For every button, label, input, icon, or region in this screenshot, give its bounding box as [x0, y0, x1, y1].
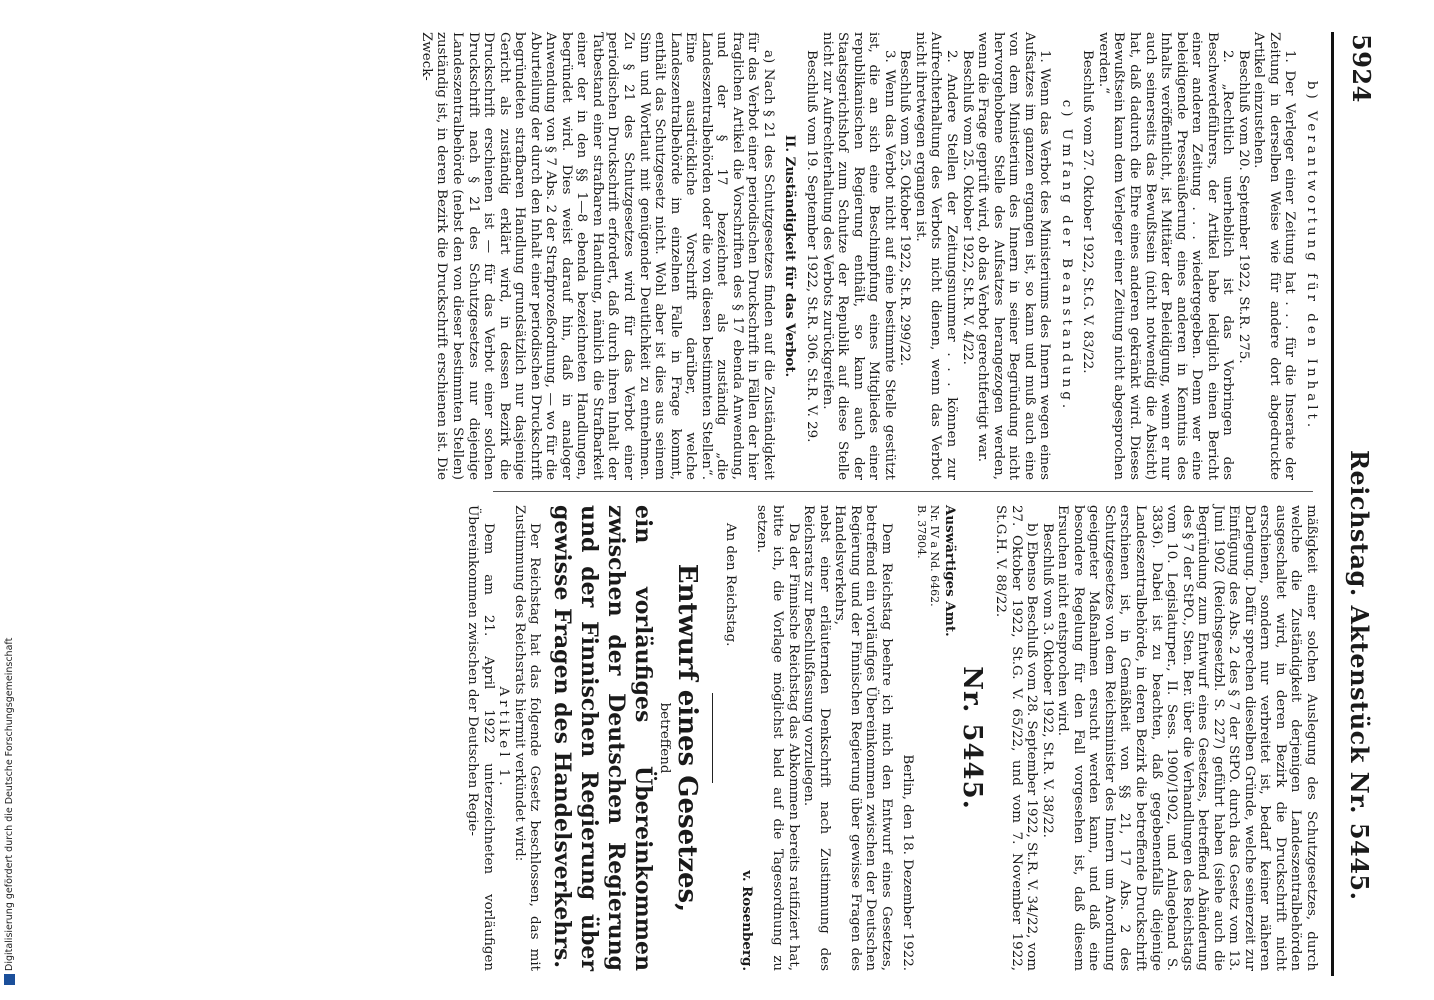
- document-number-heading: Nr. 5445.: [956, 666, 987, 810]
- section-heading: II. Zuständigkeit für das Verbot.: [782, 134, 799, 378]
- paragraph: 3. Wenn das Verbot nicht auf eine bestimmte Stelle gestützt ist, die an sich eine Beschimpfung eines Mitgliedes einer republikanischen Regierung enthält, so kann auch der Staatsgerichtshof zum Schutze der Republik auf diese Stelle nicht zur Aufrechterhaltung des Verbots zurückgreifen.: [819, 32, 897, 480]
- citation: Beschluß vom 27. Oktober 1922, St.G. V. 83/22.: [1080, 50, 1096, 374]
- paragraph: Der Reichstag hat das folgende Gesetz beschlossen, das mit Zustimmung des Reichsrats hiermit verkündet wird:: [511, 505, 543, 971]
- paragraph: Dem am 21. April 1922 unterzeichneten vorläufigen Übereinkommen zwischen der Deutschen Regie-: [465, 505, 496, 971]
- dateline: Berlin, den 18. Dezember 1922.: [900, 754, 916, 971]
- reference-number: B. 37804.: [915, 505, 929, 559]
- text-column-right: [465, 505, 1319, 971]
- section-heading: b) Verantwortung für den Inhalt.: [1304, 80, 1319, 432]
- reference-number: Nr. IV a Nd. 6462.: [928, 505, 942, 607]
- dfg-logo-icon: [4, 974, 15, 985]
- citation: Beschluß vom 25. Oktober 1922, St.R. 299/22.: [897, 50, 913, 367]
- bill-title: Entwurf eines Gesetzes,: [671, 563, 702, 913]
- citation: Beschluß vom 25. Oktober 1922, St.R. V. 4/22.: [959, 50, 975, 365]
- paragraph: Dem Reichstag beehre ich mich den Entwurf eines Gesetzes, betreffend ein vorläufiges Übereinkommen zwischen der Deutschen Regierung und der Finnischen Regierung über gewisse Fragen des Handelsverkehrs,: [832, 505, 894, 971]
- paragraph: 1. Wenn das Verbot des Ministeriums des Innern wegen eines Aufsatzes im ganzen ergangen ist, so kann und muß auch eine von dem Ministerium des Innern in seiner Begründung nicht hervorgehobene Stelle des Aufsatzes herangezogen werden, wenn die Frage geprüft wird, ob das Verbot gerechtfertigt war.: [975, 32, 1053, 480]
- separator-rule: [712, 693, 713, 783]
- addressee: An den Reichstag.: [723, 523, 739, 647]
- paragraph: b) Ebenso Beschluß vom 28. September 1922, St.R. V. 34/22, vom 27. Oktober 1922, St.G. V. 65/22, und vom 7. November 1922, St.G.H. V. 88/22.: [993, 505, 1040, 971]
- citation: Beschluß vom 19. September 1922, St.R. 306. St.R. V. 29.: [804, 50, 820, 443]
- paragraph: a) Nach § 21 des Schutzgesetzes finden auf die Zuständigkeit für das Verbot einer periodischen Druckschrift in Fällen der hier fraglichen Artikel die Vorschriften des § 17 ebenda Anwendung, und der § 17 bezeichnet als zuständig „die Landeszentralbehörden oder die von diesen bestimmten Stellen“. Eine ausdrückliche Vorschrift darüber, welche Landeszentralbehörde im einzelnen Falle in Frage kommt, enthält das Schutzgesetz nicht. Wohl aber ist dies aus seinem Sinn und Wortlaut mit genügender Deutlichkeit zu entnehmen. Zu § 21 des Schutzgesetzes wird für das Verbot einer periodischen Druckschrift erfordert, daß durch ihren Inhalt der Tatbestand einer strafbaren Handlung, nämlich die Strafbarkeit einer der in den §§ 1—8 ebenda bezeichneten Handlungen, begründet wird. Dies weist darauf hin, daß in analoger Anwendung von § 7 Abs. 2 der Strafprozeßordnung, — wo für die Aburteilung der durch den Inhalt einer periodischen Druckschrift begründeten strafbaren Handlung grundsätzlich nur dasjenige Gericht als zuständig erklärt wird, in dessen Bezirk die Druckschrift erschienen ist — für das Verbot einer solchen Druckschrift nach § 21 des Schutzgesetzes nur diejenige Landeszentralbehörde (nebst den von dieser bestimmten Stellen) zuständig ist, in deren Bezirk die Druckschrift erschienen ist. Die Zweck-: [418, 32, 776, 480]
- article-heading: Artikel 1.: [496, 686, 512, 790]
- running-head: Reichstag. Aktenstück Nr. 5445.: [1345, 450, 1374, 901]
- signature-name: v. Rosenberg.: [738, 870, 755, 971]
- page-number: 5924: [1347, 34, 1376, 103]
- header-rule: [1331, 32, 1334, 976]
- citation: Beschluß vom 20. September 1922, St.R. 275.: [1235, 50, 1251, 364]
- footer-text: Digitalisierung gefördert durch die Deutsche Forschungsgemeinschaft: [4, 637, 15, 971]
- paragraph: 2. Andere Stellen der Zeitungsnummer . . . können zur Aufrechterhaltung des Verbots nicht dienen, wenn das Verbot nicht ihretwegen ergangen ist.: [912, 32, 959, 480]
- paragraph: nebst einer erläuternden Denkschrift nach Zustimmung des Reichsrats zur Beschlußfassung vorzulegen.: [801, 505, 832, 971]
- bill-subject: ein vorläufiges Übereinkommen zwischen der Deutschen Regierung und der Finnischen Regierung über gewisse Fragen des Handelsverkehrs.: [549, 505, 657, 971]
- section-heading: c) Umfang der Beanstandung.: [1058, 99, 1074, 413]
- paragraph: 1. Der Verleger einer Zeitung hat . . . für die Inserate der Zeitung in derselben Weise wie für andere dort abgedruckte Artikel einzustehen.: [1251, 32, 1298, 480]
- digitization-footer: [4, 638, 15, 985]
- text-column-left: [418, 32, 1319, 480]
- paragraph: 2. „Rechtlich unerheblich ist das Vorbringen des Beschwerdeführers, der Artikel habe lediglich einen Bericht einer anderen Zeitung . . . wiedergegeben. Denn wer eine beleidigende Presseäußerung eines anderen in Kenntnis des Inhalts veröffentlicht, ist Mittäter der Beleidigung, wenn er nur auch seinerseits das Bewußtsein (nicht notwendig die Absicht) hat, daß dadurch die Ehre eines anderen gekränkt wird. Dieses Bewußtsein kann dem Verleger einer Zeitung nicht abgesprochen werden.“: [1095, 32, 1236, 480]
- citation: Beschluß vom 3. Oktober 1922, St.R. V. 38/22.: [1039, 523, 1055, 838]
- office-name: Auswärtiges Amt.: [941, 505, 958, 637]
- paragraph: mäßigkeit einer solchen Auslegung des Schutzgesetzes, durch welche die Zuständigkeit derjenigen Landeszentralbehörden ausgeschaltet wird, in deren Bezirk die Druckschrift nicht erschienen, sondern nur verbreitet ist, bedarf keiner näheren Darlegung. Dafür sprechen dieselben Gründe, welche seinerzeit zur Einfügung des Abs. 2 des § 7 der StPO. durch das Gesetz vom 13. Juni 1902 (Reichsgesetzbl. S. 227) geführt haben (siehe auch die Begründung zum Entwurf eines Gesetzes, betreffend Abänderung des § 7 der StPO., Sten. Ber. über die Verhandlungen des Reichstags vom 10. Legislaturper., II. Sess. 1900/1902, und Anlageband S. 3836). Dabei ist zu beachten, daß gegebenenfalls diejenige Landeszentralbehörde, in deren Bezirk die betreffende Druckschrift erschienen ist, in Gemäßheit von §§ 21, 17 Abs. 2 des Schutzgesetzes von dem Reichsminister des Innern um Anordnung geeigneter Maßnahmen ersucht werden kann, und daß eine besondere Regelung für den Fall vorgesehen ist, daß diesem Ersuchen nicht entsprochen wird.: [1055, 505, 1319, 971]
- paragraph: Da der Finnische Reichstag das Abkommen bereits ratifiziert hat, bitte ich, die Vorlage möglichst bald auf die Tagesordnung zu setzen.: [754, 505, 801, 971]
- column-divider: [493, 491, 1313, 492]
- bill-subtitle: betreffend: [656, 702, 672, 774]
